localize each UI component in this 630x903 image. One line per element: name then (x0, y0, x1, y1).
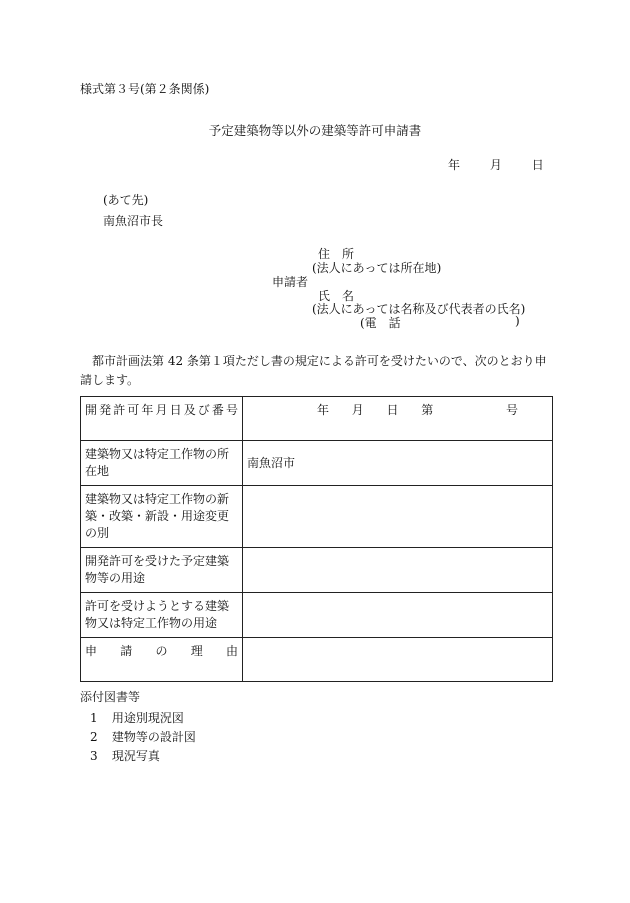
list-item (90, 728, 196, 745)
intended-use-label: 許可を受けようとする建築物又は特定工作物の用途 (81, 593, 243, 638)
application-statement: 都市計画法第 42 条第１項ただし書の規定による許可を受けたいので、次のとおり申請します。 (80, 354, 547, 387)
form-number: 様式第３号(第２条関係) (80, 82, 210, 96)
row-label (81, 397, 243, 441)
intended-use-field[interactable] (243, 593, 553, 638)
date-year: 年 (448, 158, 461, 172)
attachment-text: 現況写真 (111, 749, 160, 763)
planned-use-field[interactable] (243, 548, 553, 593)
attachments-title: 添付図書等 (80, 690, 141, 704)
attachment-number: 2 (90, 730, 98, 744)
address-label: 住 所 (318, 247, 355, 261)
construction-type-label: 建築物又は特定工作物の新築・改築・新設・用途変更の別 (81, 486, 243, 548)
phone-close-paren: ) (515, 314, 520, 328)
addressee-label: (あて先) (103, 193, 149, 207)
permit-date-number-field[interactable] (243, 397, 553, 441)
document-title: 予定建築物等以外の建築等許可申請書 (208, 123, 422, 138)
attachment-number: 1 (90, 711, 98, 725)
date-line (448, 156, 544, 173)
attachment-text: 用途別現況図 (111, 711, 184, 725)
table-row (81, 397, 553, 441)
planned-use-label: 開発許可を受けた予定建築物等の用途 (81, 548, 243, 593)
permit-fields (247, 402, 548, 419)
table-row (81, 548, 553, 593)
permit-go: 号 (505, 403, 518, 417)
attachment-text: 建物等の設計図 (111, 730, 196, 744)
reason-label: 申請の理由 (85, 644, 238, 658)
name-label: 氏 名 (318, 289, 355, 303)
table-row (81, 441, 553, 486)
name-note: (法人にあっては名称及び代表者の氏名) (312, 302, 526, 316)
list-item (90, 709, 184, 726)
permit-day: 日 (386, 403, 399, 417)
permit-date-number-label: 開発許可年月日及び番号 (85, 403, 238, 417)
attachment-number: 3 (90, 749, 98, 763)
permit-dai: 第 (421, 403, 434, 417)
phone-label: (電 話 (360, 316, 401, 330)
location-field[interactable]: 南魚沼市 (243, 441, 553, 486)
location-label: 建築物又は特定工作物の所在地 (81, 441, 243, 486)
applicant-label: 申請者 (272, 275, 309, 289)
construction-type-field[interactable] (243, 486, 553, 548)
table-row (81, 486, 553, 548)
table-row (81, 593, 553, 638)
address-note: (法人にあっては所在地) (312, 261, 442, 275)
addressee-name: 南魚沼市長 (103, 214, 164, 228)
list-item (90, 747, 160, 764)
permit-month: 月 (351, 403, 364, 417)
table-row (81, 638, 553, 682)
application-table (80, 396, 553, 682)
date-day: 日 (531, 158, 544, 172)
row-label (81, 638, 243, 682)
date-month: 月 (489, 158, 502, 172)
reason-field[interactable] (243, 638, 553, 682)
permit-year: 年 (317, 403, 330, 417)
